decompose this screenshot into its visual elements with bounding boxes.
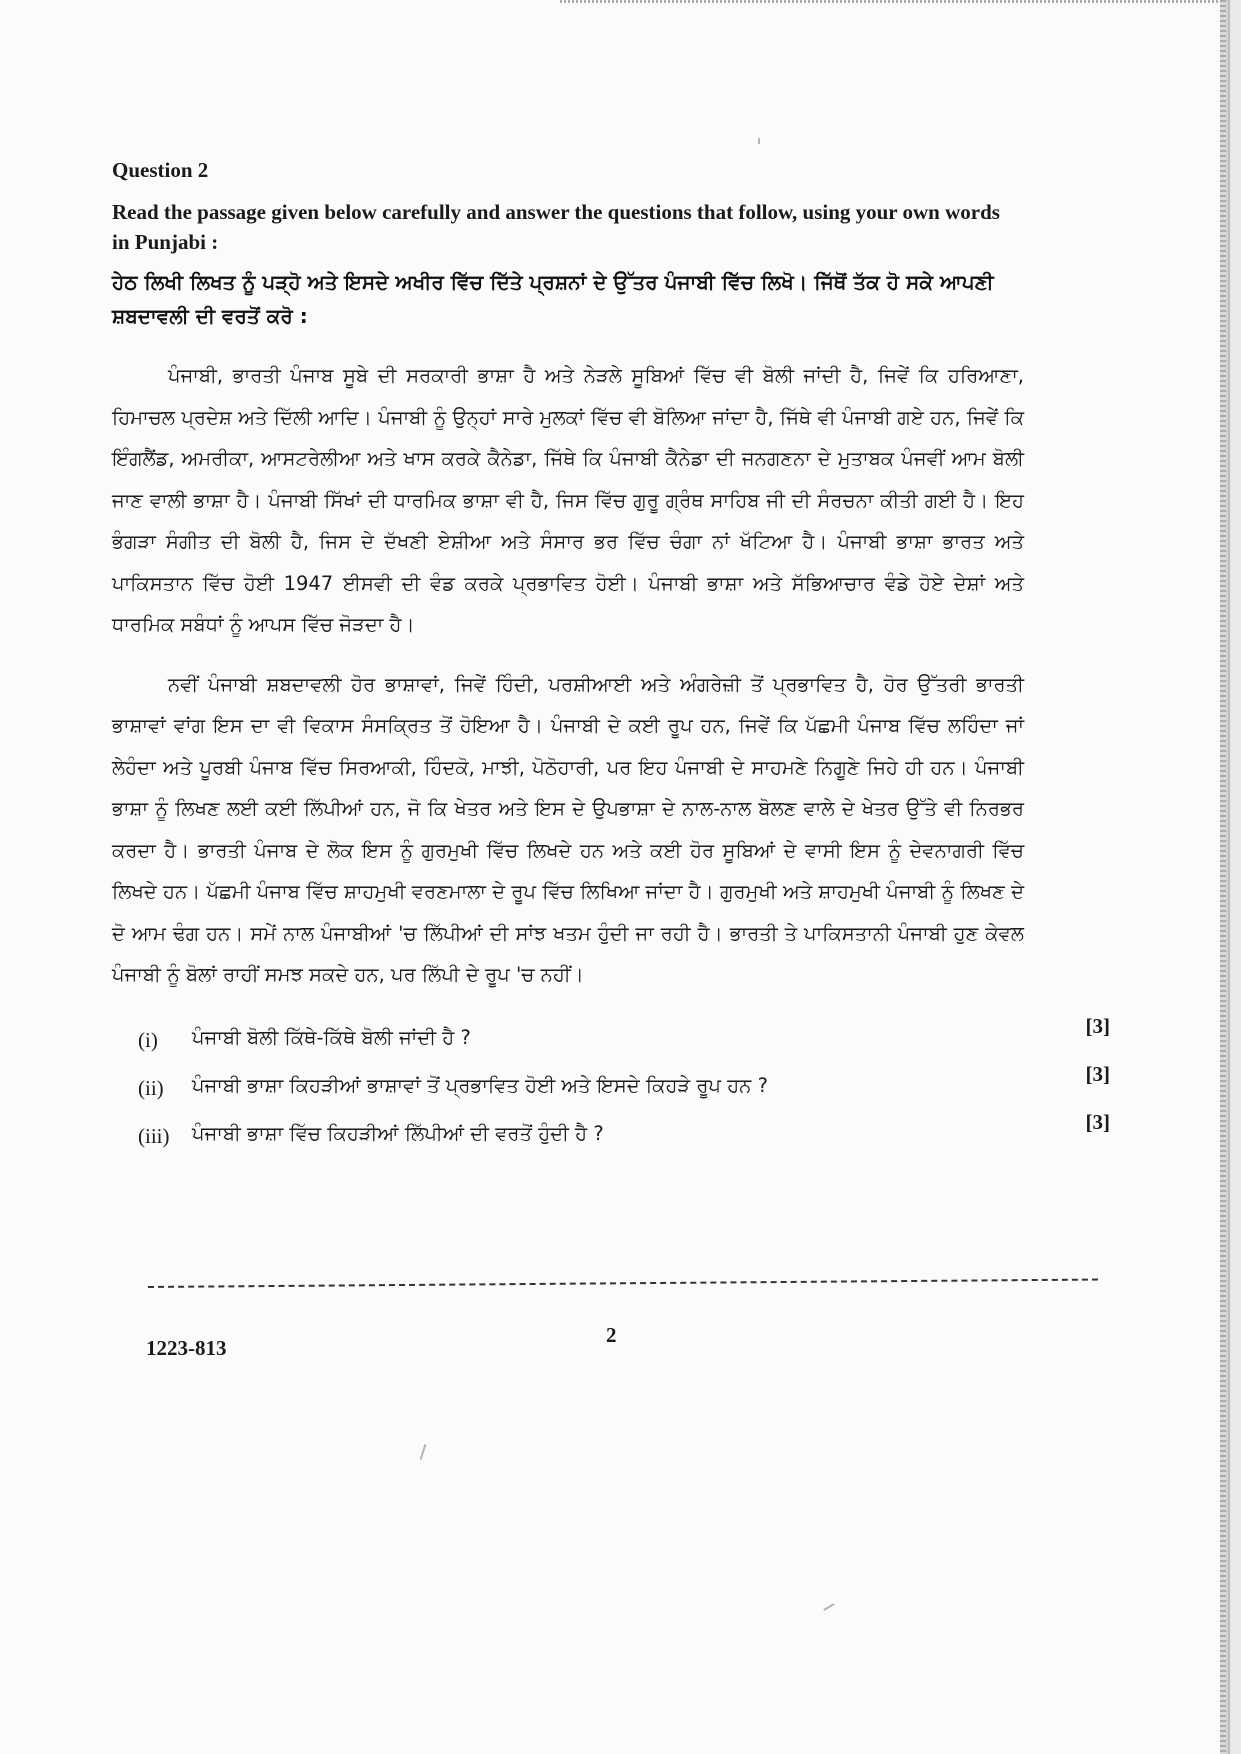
instruction-punjabi: ਹੇਠ ਲਿਖੀ ਲਿਖਤ ਨੂੰ ਪੜ੍ਹੋ ਅਤੇ ਇਸਦੇ ਅਖੀਰ ਵਿੱਚ ਦਿੱਤੇ ਪ੍ਰਸ਼ਨਾਂ ਦੇ ਉੱਤਰ ਪੰਜਾਬੀ ਵਿੱਚ ਲਿਖੋ। ਜਿੱਥੋਂ ਤੱਕ ਹੋ ਸਕੇ ਆਪਣੀ ਸ਼ਬਦਾਵਲੀ ਦੀ ਵਰਤੋਂ ਕਰੋ : — [112, 270, 994, 328]
instruction-english: Read the passage given below carefully and answer the questions that follow, using your own words in Punjabi : — [112, 200, 1000, 254]
footer-dashed-divider — [148, 1279, 1098, 1288]
scan-speck — [823, 1603, 834, 1611]
scan-speck — [758, 138, 760, 144]
paper-code: 1223-813 — [146, 1336, 227, 1360]
scan-edge-right — [1220, 0, 1226, 1754]
scan-speck — [420, 1444, 427, 1460]
sub-question-number: (iii) — [138, 1123, 170, 1148]
passage-paragraph-2: ਨਵੀਂ ਪੰਜਾਬੀ ਸ਼ਬਦਾਵਲੀ ਹੋਰ ਭਾਸ਼ਾਵਾਂ, ਜਿਵੇਂ ਹਿੰਦੀ, ਪਰਸ਼ੀਆਈ ਅਤੇ ਅੰਗਰੇਜ਼ੀ ਤੋਂ ਪ੍ਰਭਾਵਿਤ ਹੈ, ਹੋਰ ਉੱਤਰੀ ਭਾਰਤੀ ਭਾਸ਼ਾਵਾਂ ਵਾਂਗ ਇਸ ਦਾ ਵੀ ਵਿਕਾਸ ਸੰਸਕ੍ਰਿਤ ਤੋਂ ਹੋਇਆ ਹੈ। ਪੰਜਾਬੀ ਦੇ ਕਈ ਰੂਪ ਹਨ, ਜਿਵੇਂ ਕਿ ਪੱਛਮੀ ਪੰਜਾਬ ਵਿੱਚ ਲਹਿੰਦਾ ਜਾਂ ਲੇਹੰਦਾ ਅਤੇ ਪੂਰਬੀ ਪੰਜਾਬ ਵਿੱਚ ਸਿਰਆਕੀ, ਹਿੰਦਕੋ, ਮਾਝੀ, ਪੋਠੋਹਾਰੀ, ਪਰ ਇਹ ਪੰਜਾਬੀ ਦੇ ਸਾਹਮਣੇ ਨਿਗੂਣੇ ਜਿਹੇ ਹੀ ਹਨ। ਪੰਜਾਬੀ ਭਾਸ਼ਾ ਨੂੰ ਲਿਖਣ ਲਈ ਕਈ ਲਿੱਪੀਆਂ ਹਨ, ਜੋ ਕਿ ਖੇਤਰ ਅਤੇ ਇਸ ਦੇ ਉਪਭਾਸ਼ਾ ਦੇ ਨਾਲ-ਨਾਲ ਬੋਲਣ ਵਾਲੇ ਦੇ ਖੇਤਰ ਉੱਤੇ ਵੀ ਨਿਰਭਰ ਕਰਦਾ ਹੈ। ਭਾਰਤੀ ਪੰਜਾਬ ਦੇ ਲੋਕ ਇਸ ਨੂੰ ਗੁਰਮੁਖੀ ਵਿੱਚ ਲਿਖਦੇ ਹਨ ਅਤੇ ਕਈ ਹੋਰ ਸੂਬਿਆਂ ਦੇ ਵਾਸੀ ਇਸ ਨੂੰ ਦੇਵਨਾਗਰੀ ਵਿੱਚ ਲਿਖਦੇ ਹਨ। ਪੱਛਮੀ ਪੰਜਾਬ ਵਿੱਚ ਸ਼ਾਹਮੁਖੀ ਵਰਣਮਾਲਾ ਦੇ ਰੂਪ ਵਿੱਚ ਲਿਖਿਆ ਜਾਂਦਾ ਹੈ। ਗੁਰਮੁਖੀ ਅਤੇ ਸ਼ਾਹਮੁਖੀ ਪੰਜਾਬੀ ਨੂੰ ਲਿਖਣ ਦੇ ਦੋ ਆਮ ਢੰਗ ਹਨ। ਸਮੇਂ ਨਾਲ ਪੰਜਾਬੀਆਂ 'ਚ ਲਿੱਪੀਆਂ ਦੀ ਸਾਂਝ ਖਤਮ ਹੁੰਦੀ ਜਾ ਰਹੀ ਹੈ। ਭਾਰਤੀ ਤੇ ਪਾਕਿਸਤਾਨੀ ਪੰਜਾਬੀ ਹੁਣ ਕੇਵਲ ਪੰਜਾਬੀ ਨੂੰ ਬੋਲਾਂ ਰਾਹੀਂ ਸਮਝ ਸਕਦੇ ਹਨ, ਪਰ ਲਿੱਪੀ ਦੇ ਰੂਪ 'ਚ ਨਹੀਂ। — [112, 672, 1024, 986]
sub-question-marks: [3] — [1085, 1013, 1110, 1038]
sub-question-text: ਪੰਜਾਬੀ ਭਾਸ਼ਾ ਕਿਹੜੀਆਂ ਭਾਸ਼ਾਵਾਂ ਤੋਂ ਪ੍ਰਭਾਵਿਤ ਹੋਈ ਅਤੇ ਇਸਦੇ ਕਿਹੜੇ ਰੂਪ ਹਨ ? — [192, 1073, 768, 1097]
sub-question-text: ਪੰਜਾਬੀ ਭਾਸ਼ਾ ਵਿੱਚ ਕਿਹੜੀਆਂ ਲਿੱਪੀਆਂ ਦੀ ਵਰਤੋਂ ਹੁੰਦੀ ਹੈ ? — [192, 1121, 604, 1145]
sub-question-marks: [3] — [1085, 1109, 1110, 1134]
page-number: 2 — [606, 1323, 617, 1347]
passage-paragraph-1: ਪੰਜਾਬੀ, ਭਾਰਤੀ ਪੰਜਾਬ ਸੂਬੇ ਦੀ ਸਰਕਾਰੀ ਭਾਸ਼ਾ ਹੈ ਅਤੇ ਨੇੜਲੇ ਸੂਬਿਆਂ ਵਿੱਚ ਵੀ ਬੋਲੀ ਜਾਂਦੀ ਹੈ, ਜਿਵੇਂ ਕਿ ਹਰਿਆਣਾ, ਹਿਮਾਚਲ ਪ੍ਰਦੇਸ਼ ਅਤੇ ਦਿੱਲੀ ਆਦਿ। ਪੰਜਾਬੀ ਨੂੰ ਉਨ੍ਹਾਂ ਸਾਰੇ ਮੁਲਕਾਂ ਵਿੱਚ ਵੀ ਬੋਲਿਆ ਜਾਂਦਾ ਹੈ, ਜਿੱਥੇ ਵੀ ਪੰਜਾਬੀ ਗਏ ਹਨ, ਜਿਵੇਂ ਕਿ ਇੰਗਲੈਂਡ, ਅਮਰੀਕਾ, ਆਸਟਰੇਲੀਆ ਅਤੇ ਖਾਸ ਕਰਕੇ ਕੈਨੇਡਾ, ਜਿੱਥੇ ਕਿ ਪੰਜਾਬੀ ਕੈਨੇਡਾ ਦੀ ਜਨਗਣਨਾ ਦੇ ਮੁਤਾਬਕ ਪੰਜਵੀਂ ਆਮ ਬੋਲੀ ਜਾਣ ਵਾਲੀ ਭਾਸ਼ਾ ਹੈ। ਪੰਜਾਬੀ ਸਿੱਖਾਂ ਦੀ ਧਾਰਮਿਕ ਭਾਸ਼ਾ ਵੀ ਹੈ, ਜਿਸ ਵਿੱਚ ਗੁਰੂ ਗ੍ਰੰਥ ਸਾਹਿਬ ਜੀ ਦੀ ਸੰਰਚਨਾ ਕੀਤੀ ਗਈ ਹੈ। ਇਹ ਭੰਗੜਾ ਸੰਗੀਤ ਦੀ ਬੋਲੀ ਹੈ, ਜਿਸ ਦੇ ਦੱਖਣੀ ਏਸ਼ੀਆ ਅਤੇ ਸੰਸਾਰ ਭਰ ਵਿੱਚ ਚੰਗਾ ਨਾਂ ਖੱਟਿਆ ਹੈ। ਪੰਜਾਬੀ ਭਾਸ਼ਾ ਭਾਰਤ ਅਤੇ ਪਾਕਿਸਤਾਨ ਵਿੱਚ ਹੋਈ 1947 ਈਸਵੀ ਦੀ ਵੰਡ ਕਰਕੇ ਪ੍ਰਭਾਵਿਤ ਹੋਈ। ਪੰਜਾਬੀ ਭਾਸ਼ਾ ਅਤੇ ਸੱਭਿਆਚਾਰ ਵੰਡੇ ਹੋਏ ਦੇਸ਼ਾਂ ਅਤੇ ਧਾਰਮਿਕ ਸਬੰਧਾਂ ਨੂੰ ਆਪਸ ਵਿੱਚ ਜੋੜਦਾ ਹੈ। — [112, 364, 1025, 636]
sub-question-text: ਪੰਜਾਬੀ ਬੋਲੀ ਕਿੱਥੇ-ਕਿੱਥੇ ਬੋਲੀ ਜਾਂਦੀ ਹੈ ? — [192, 1025, 471, 1049]
question-title: Question 2 — [112, 158, 209, 182]
scan-edge-top — [560, 0, 1226, 3]
page-content — [112, 158, 1112, 1158]
sub-question-number: (ii) — [138, 1075, 164, 1100]
sub-question-number: (i) — [138, 1027, 158, 1052]
sub-question — [112, 1014, 1110, 1062]
sub-question — [112, 1110, 1110, 1158]
sub-question-list — [112, 1014, 1110, 1158]
sub-question-marks: [3] — [1085, 1061, 1110, 1086]
sub-question — [112, 1062, 1110, 1110]
